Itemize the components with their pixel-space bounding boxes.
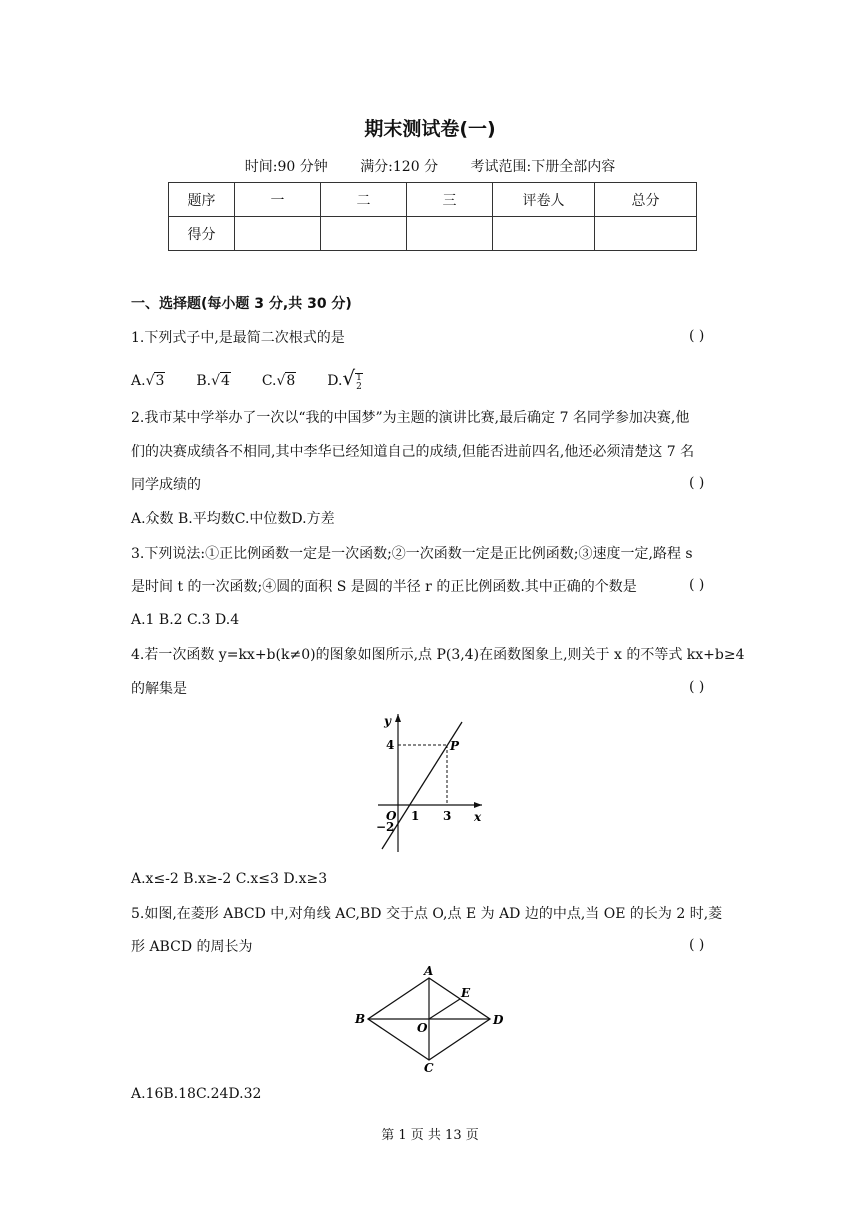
point-o-label: O (417, 1021, 428, 1035)
score-cell[interactable] (493, 217, 595, 251)
q3-line-1: 3.下列说法:①正比例函数一定是一次函数;②一次函数一定是正比例函数;③速度一定,路程 s (131, 546, 693, 562)
q4-graph-figure (364, 710, 494, 858)
q4-line-2: 的解集是 (131, 681, 187, 697)
origin-label: O (386, 809, 397, 823)
q2-answer-paren: ( ) (689, 475, 705, 491)
score-cell[interactable] (595, 217, 697, 251)
score-cell[interactable] (407, 217, 493, 251)
exam-scope: 考试范围:下册全部内容 (470, 159, 616, 175)
q5-options: A.16B.18C.24D.32 (131, 1086, 262, 1102)
tick-3-label: 3 (443, 809, 452, 823)
point-p-label: P (450, 739, 460, 753)
q1-options: A.√3 B.√4 C.√8 D.√1 2 (131, 366, 362, 392)
q1-stem: 1.下列式子中,是最简二次根式的是 (131, 330, 345, 346)
x-axis-arrow (474, 802, 482, 808)
score-cell[interactable] (235, 217, 321, 251)
section-heading: 一、选择题(每小题 3 分,共 30 分) (131, 296, 352, 312)
score-cell[interactable] (321, 217, 407, 251)
q2-line-3: 同学成绩的 (131, 477, 201, 493)
q3-options: A.1 B.2 C.3 D.4 (131, 612, 240, 628)
exam-time: 时间:90 分钟 (244, 159, 328, 175)
score-row-label: 得分 (169, 217, 235, 251)
tick-1-label: 1 (411, 809, 420, 823)
q4-answer-paren: ( ) (689, 679, 705, 695)
x-axis-label: x (474, 810, 482, 824)
segment-oe (429, 999, 460, 1019)
score-header-5: 总分 (595, 183, 697, 217)
score-header-1: 一 (235, 183, 321, 217)
y-axis-label: y (384, 714, 391, 728)
q2-line-2: 们的决赛成绩各不相同,其中李华已经知道自己的成绩,但能否进前四名,他还必须清楚这 7 名 (131, 444, 695, 460)
q4-options: A.x≤-2 B.x≥-2 C.x≤3 D.x≥3 (131, 871, 328, 887)
q3-answer-paren: ( ) (689, 577, 705, 593)
q4-line-1: 4.若一次函数 y=kx+b(k≠0)的图象如图所示,点 P(3,4)在函数图象上,则关于 x 的不等式 kx+b≥4 (131, 647, 745, 663)
score-header-2: 二 (321, 183, 407, 217)
q5-rhombus-figure (350, 962, 510, 1074)
q5-line-1: 5.如图,在菱形 ABCD 中,对角线 AC,BD 交于点 O,点 E 为 AD 边的中点,当 OE 的长为 2 时,菱 (131, 906, 723, 922)
q3-line-2: 是时间 t 的一次函数;④圆的面积 S 是圆的半径 r 的正比例函数.其中正确的个数是 (131, 579, 637, 595)
vertex-d-label: D (493, 1013, 504, 1027)
tick-4-label: 4 (386, 738, 395, 752)
q2-line-1: 2.我市某中学举办了一次以“我的中国梦”为主题的演讲比赛,最后确定 7 名同学参加决赛,他 (131, 410, 690, 426)
score-header-3: 三 (407, 183, 493, 217)
page-footer: 第 1 页 共 13 页 (381, 1128, 479, 1143)
page-title: 期末测试卷(一) (364, 118, 496, 140)
q2-options: A.众数 B.平均数C.中位数D.方差 (131, 511, 335, 527)
q5-line-2: 形 ABCD 的周长为 (131, 939, 253, 955)
point-e-label: E (461, 986, 471, 1000)
q1-answer-paren: ( ) (689, 328, 705, 344)
q5-answer-paren: ( ) (689, 937, 705, 953)
tick-minus-2-label: −2 (376, 820, 395, 834)
score-header-0: 题序 (169, 183, 235, 217)
score-table (168, 182, 697, 251)
vertex-c-label: C (424, 1061, 434, 1074)
vertex-a-label: A (424, 964, 434, 978)
vertex-b-label: B (355, 1012, 366, 1026)
y-axis-arrow (395, 714, 401, 722)
score-header-4: 评卷人 (493, 183, 595, 217)
exam-full-score: 满分:120 分 (360, 159, 439, 175)
exam-meta (0, 156, 860, 176)
